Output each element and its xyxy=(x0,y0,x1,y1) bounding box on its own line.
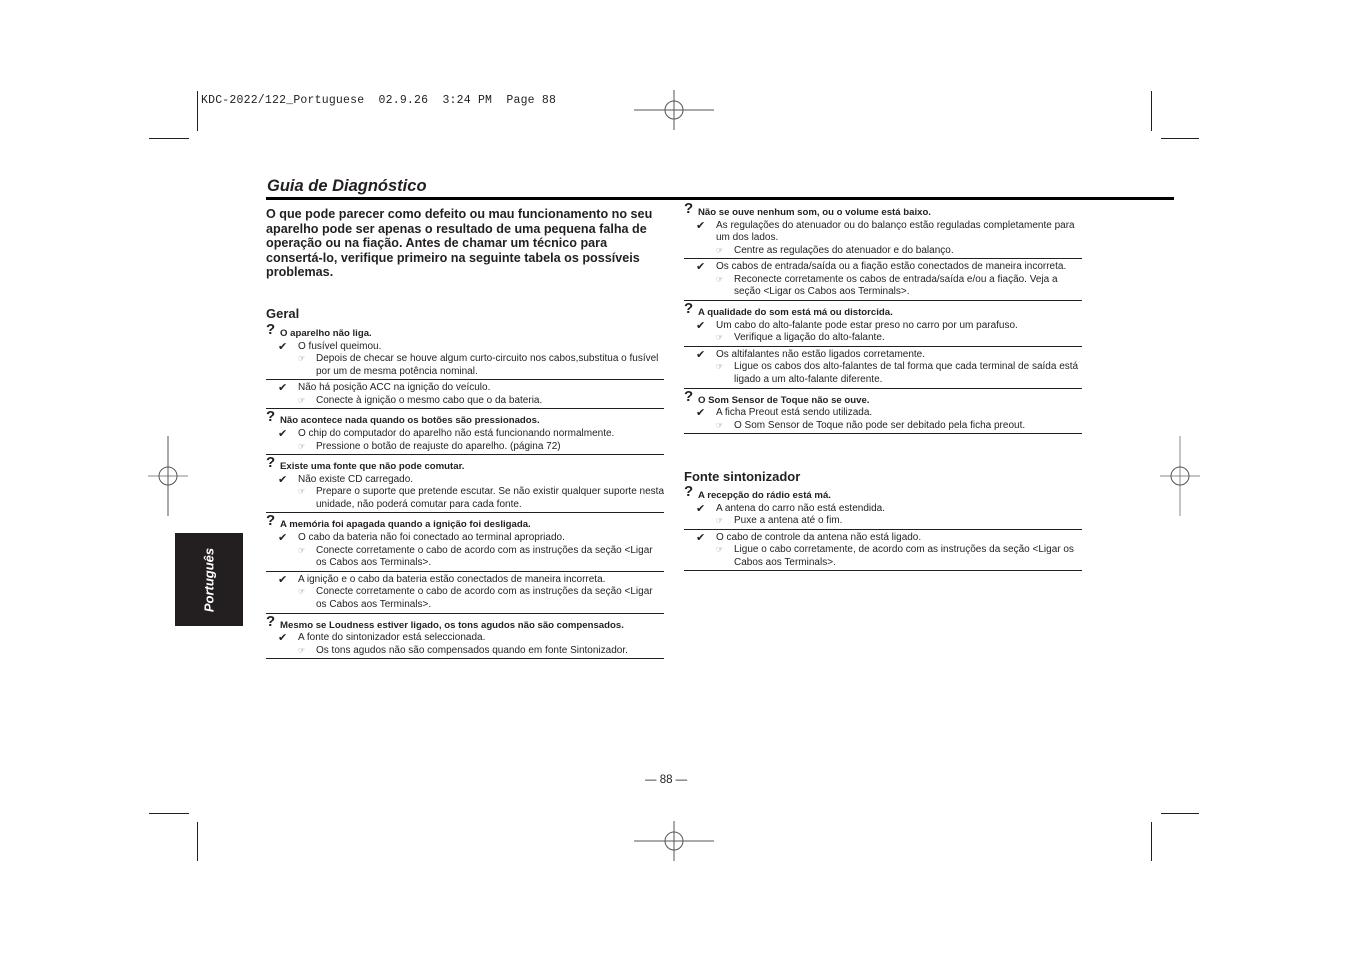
crop-mark xyxy=(197,91,198,131)
question-mark-icon: ? xyxy=(266,321,276,338)
checkmark-icon: ✔ xyxy=(696,348,706,361)
remedy-text: Centre as regulações do atenuador e do balanço. xyxy=(734,244,954,256)
problem-question xyxy=(266,512,664,532)
section-heading-geral: Geral xyxy=(266,306,300,321)
remedy-text: Verifique a ligação do alto-falante. xyxy=(734,332,885,344)
question-text: A qualidade do som está má ou distorcida. xyxy=(698,307,893,319)
tuner-troubleshooting-column xyxy=(684,484,1082,573)
crop-mark xyxy=(1151,822,1152,861)
cause-remedy-group xyxy=(266,341,664,381)
remedy-item xyxy=(684,274,1082,299)
cause-text: Os altifalantes não estão ligados corretamente. xyxy=(716,348,926,360)
question-text: Existe uma fonte que não pode comutar. xyxy=(280,461,465,473)
question-mark-icon: ? xyxy=(266,612,276,630)
cause-text: A ignição e o cabo da bateria estão conectados de maneira incorreta. xyxy=(298,573,606,585)
intro-paragraph: O que pode parecer como defeito ou mau funcionamento no seu aparelho pode ser apenas o resultado de uma pequena falha de operação ou na fiação. Antes de chamar um técnico para consertá-lo, verifique primeiro na seguinte tabela os possíveis problemas. xyxy=(266,207,653,280)
crop-mark xyxy=(1151,91,1152,131)
cause-remedy-group xyxy=(684,220,1082,260)
remedy-text: O Som Sensor de Toque não pode ser debitado pela ficha preout. xyxy=(734,419,1026,431)
problem-question xyxy=(684,483,1082,503)
pointing-hand-icon: ☞ xyxy=(298,354,306,364)
checkmark-icon: ✔ xyxy=(278,340,288,353)
cause-remedy-group xyxy=(266,474,664,514)
checkmark-icon: ✔ xyxy=(696,261,706,274)
slug-page: Page 88 xyxy=(506,94,557,107)
cause-item xyxy=(266,428,664,441)
remedy-item xyxy=(266,545,664,570)
remedy-text: Conecte corretamente o cabo de acordo com as instruções da seção <Ligar os Cabos aos Terminals>. xyxy=(316,586,653,610)
checkmark-icon: ✔ xyxy=(278,573,288,586)
question-text: Não acontece nada quando os botões são pressionados. xyxy=(280,415,540,427)
page-title: Guia de Diagnóstico xyxy=(267,177,427,195)
question-mark-icon: ? xyxy=(684,483,694,500)
remedy-item xyxy=(266,353,664,378)
slug-time: 3:24 PM xyxy=(442,94,493,107)
cause-text: As regulações do atenuador ou do balanço estão reguladas completamente para um dos lados. xyxy=(716,219,1075,244)
cause-item xyxy=(684,503,1082,516)
question-text: O Som Sensor de Toque não se ouve. xyxy=(698,394,870,406)
crop-mark xyxy=(149,813,189,814)
slug-date: 02.9.26 xyxy=(378,94,429,107)
remedy-text: Pressione o botão de reajuste do aparelho. (página 72) xyxy=(316,440,561,452)
cause-item xyxy=(684,220,1082,245)
question-mark-icon: ? xyxy=(266,408,276,426)
language-tab-label: Português xyxy=(201,547,217,612)
slug-file: KDC-2022/122_Portuguese xyxy=(201,94,365,107)
title-rule xyxy=(266,197,1174,200)
cause-item xyxy=(266,632,664,645)
cause-remedy-group xyxy=(266,574,664,614)
pointing-hand-icon: ☞ xyxy=(298,441,306,451)
checkmark-icon: ✔ xyxy=(278,473,288,486)
cause-text: Um cabo do alto-falante pode estar preso no carro por um parafuso. xyxy=(716,319,1018,331)
question-text: Mesmo se Loudness estiver ligado, os tons agudos não são compensados. xyxy=(280,619,624,631)
remedy-item xyxy=(684,361,1082,386)
checkmark-icon: ✔ xyxy=(278,382,288,395)
remedy-text: Puxe a antena até o fim. xyxy=(734,515,843,527)
pointing-hand-icon: ☞ xyxy=(716,545,724,555)
question-mark-icon: ? xyxy=(684,300,694,318)
question-mark-icon: ? xyxy=(266,512,276,530)
problem-question xyxy=(266,612,664,633)
problem-question xyxy=(684,200,1082,220)
remedy-text: Ligue o cabo corretamente, de acordo com as instruções da seção <Ligar os Cabos aos Terminals>. xyxy=(734,544,1074,568)
cause-remedy-group xyxy=(684,407,1082,434)
checkmark-icon: ✔ xyxy=(696,502,706,515)
cause-text: A fonte do sintonizador está seleccionada. xyxy=(298,632,486,643)
registration-mark-icon xyxy=(148,436,188,516)
right-troubleshooting-column xyxy=(684,201,1082,436)
remedy-text: Os tons agudos não são compensados quando em fonte Sintonizador. xyxy=(316,644,628,656)
left-troubleshooting-column xyxy=(266,322,664,661)
remedy-text: Prepare o suporte que pretende escutar. Se não existir qualquer suporte nesta unidade, não poderá comutar para cada fonte. xyxy=(316,486,665,510)
cause-remedy-group xyxy=(266,632,664,659)
question-text: Não se ouve nenhum som, ou o volume está baixo. xyxy=(698,207,931,218)
crop-mark xyxy=(197,822,198,861)
remedy-item xyxy=(266,395,664,408)
cause-text: Os cabos de entrada/saída ou a fiação estão conectados de maneira incorreta. xyxy=(716,261,1067,273)
remedy-text: Depois de checar se houve algum curto-circuito nos cabos,substitua o fusível por um de mesma potência nominal. xyxy=(316,353,659,377)
cause-text: O fusível queimou. xyxy=(298,340,382,352)
cause-remedy-group xyxy=(684,349,1082,389)
cause-remedy-group xyxy=(266,428,664,455)
question-mark-icon: ? xyxy=(684,200,694,217)
print-slug xyxy=(201,94,556,107)
cause-remedy-group xyxy=(684,261,1082,301)
cause-item xyxy=(266,474,664,487)
remedy-text: Ligue os cabos dos alto-falantes de tal forma que cada terminal de saída está ligado a um alto-falante diferente. xyxy=(734,361,1079,385)
remedy-item xyxy=(684,515,1082,528)
cause-remedy-group xyxy=(684,532,1082,572)
cause-item xyxy=(684,320,1082,333)
remedy-item xyxy=(684,420,1082,433)
question-text: A memória foi apagada quando a ignição foi desligada. xyxy=(280,519,531,531)
crop-mark xyxy=(149,138,189,139)
cause-text: O chip do computador do aparelho não está funcionando normalmente. xyxy=(298,427,615,439)
remedy-text: Conecte corretamente o cabo de acordo com as instruções da seção <Ligar os Cabos aos Terminals>. xyxy=(316,544,653,569)
problem-question xyxy=(266,321,664,341)
cause-item xyxy=(266,382,664,395)
cause-item xyxy=(684,261,1082,274)
crop-mark xyxy=(1161,138,1199,139)
remedy-text: Reconecte corretamente os cabos de entrada/saída e/ou a fiação. Veja a seção <Ligar os Cabos aos Terminals>. xyxy=(734,273,1058,298)
remedy-item xyxy=(684,245,1082,258)
problem-question xyxy=(266,408,664,428)
page-number: — 88 — xyxy=(645,774,688,786)
question-mark-icon: ? xyxy=(684,387,694,405)
question-text: O aparelho não liga. xyxy=(280,328,372,339)
cause-text: O cabo da bateria não foi conectado ao terminal apropriado. xyxy=(298,531,565,543)
pointing-hand-icon: ☞ xyxy=(716,274,724,284)
cause-text: A ficha Preout está sendo utilizada. xyxy=(716,407,873,419)
pointing-hand-icon: ☞ xyxy=(298,487,306,497)
remedy-item xyxy=(266,645,664,658)
crop-mark xyxy=(1161,813,1199,814)
remedy-text: Conecte à ignição o mesmo cabo que o da bateria. xyxy=(316,394,543,406)
pointing-hand-icon: ☞ xyxy=(298,587,306,597)
pointing-hand-icon: ☞ xyxy=(298,645,306,655)
remedy-item xyxy=(266,486,664,511)
problem-question xyxy=(266,454,664,474)
checkmark-icon: ✔ xyxy=(696,407,706,420)
pointing-hand-icon: ☞ xyxy=(716,420,724,430)
remedy-item xyxy=(684,544,1082,569)
language-tab xyxy=(175,533,243,626)
problem-question xyxy=(684,387,1082,408)
checkmark-icon: ✔ xyxy=(278,531,288,544)
cause-item xyxy=(684,349,1082,362)
cause-item xyxy=(684,532,1082,545)
registration-mark-icon xyxy=(634,821,714,861)
cause-remedy-group xyxy=(266,382,664,409)
registration-mark-icon xyxy=(1160,436,1200,516)
cause-text: A antena do carro não está estendida. xyxy=(716,502,886,514)
section-heading-tuner: Fonte sintonizador xyxy=(684,469,801,484)
cause-item xyxy=(266,574,664,587)
cause-remedy-group xyxy=(266,532,664,572)
remedy-item xyxy=(266,586,664,611)
checkmark-icon: ✔ xyxy=(278,427,288,440)
remedy-item xyxy=(684,332,1082,345)
cause-item xyxy=(266,532,664,545)
cause-text: O cabo de controle da antena não está ligado. xyxy=(716,531,922,543)
pointing-hand-icon: ☞ xyxy=(716,245,724,255)
question-text: A recepção do rádio está má. xyxy=(698,490,831,501)
cause-remedy-group xyxy=(684,320,1082,347)
cause-item xyxy=(684,407,1082,420)
cause-text: Não existe CD carregado. xyxy=(298,473,414,485)
remedy-item xyxy=(266,441,664,454)
checkmark-icon: ✔ xyxy=(696,319,706,332)
cause-item xyxy=(266,341,664,354)
checkmark-icon: ✔ xyxy=(696,219,706,232)
cause-text: Não há posição ACC na ignição do veículo. xyxy=(298,382,491,394)
pointing-hand-icon: ☞ xyxy=(716,516,724,526)
pointing-hand-icon: ☞ xyxy=(298,395,306,405)
pointing-hand-icon: ☞ xyxy=(716,333,724,343)
checkmark-icon: ✔ xyxy=(696,531,706,544)
checkmark-icon: ✔ xyxy=(278,632,288,644)
cause-remedy-group xyxy=(684,503,1082,530)
problem-question xyxy=(684,300,1082,320)
registration-mark-icon xyxy=(634,90,714,130)
pointing-hand-icon: ☞ xyxy=(298,545,306,555)
question-mark-icon: ? xyxy=(266,454,276,472)
pointing-hand-icon: ☞ xyxy=(716,362,724,372)
